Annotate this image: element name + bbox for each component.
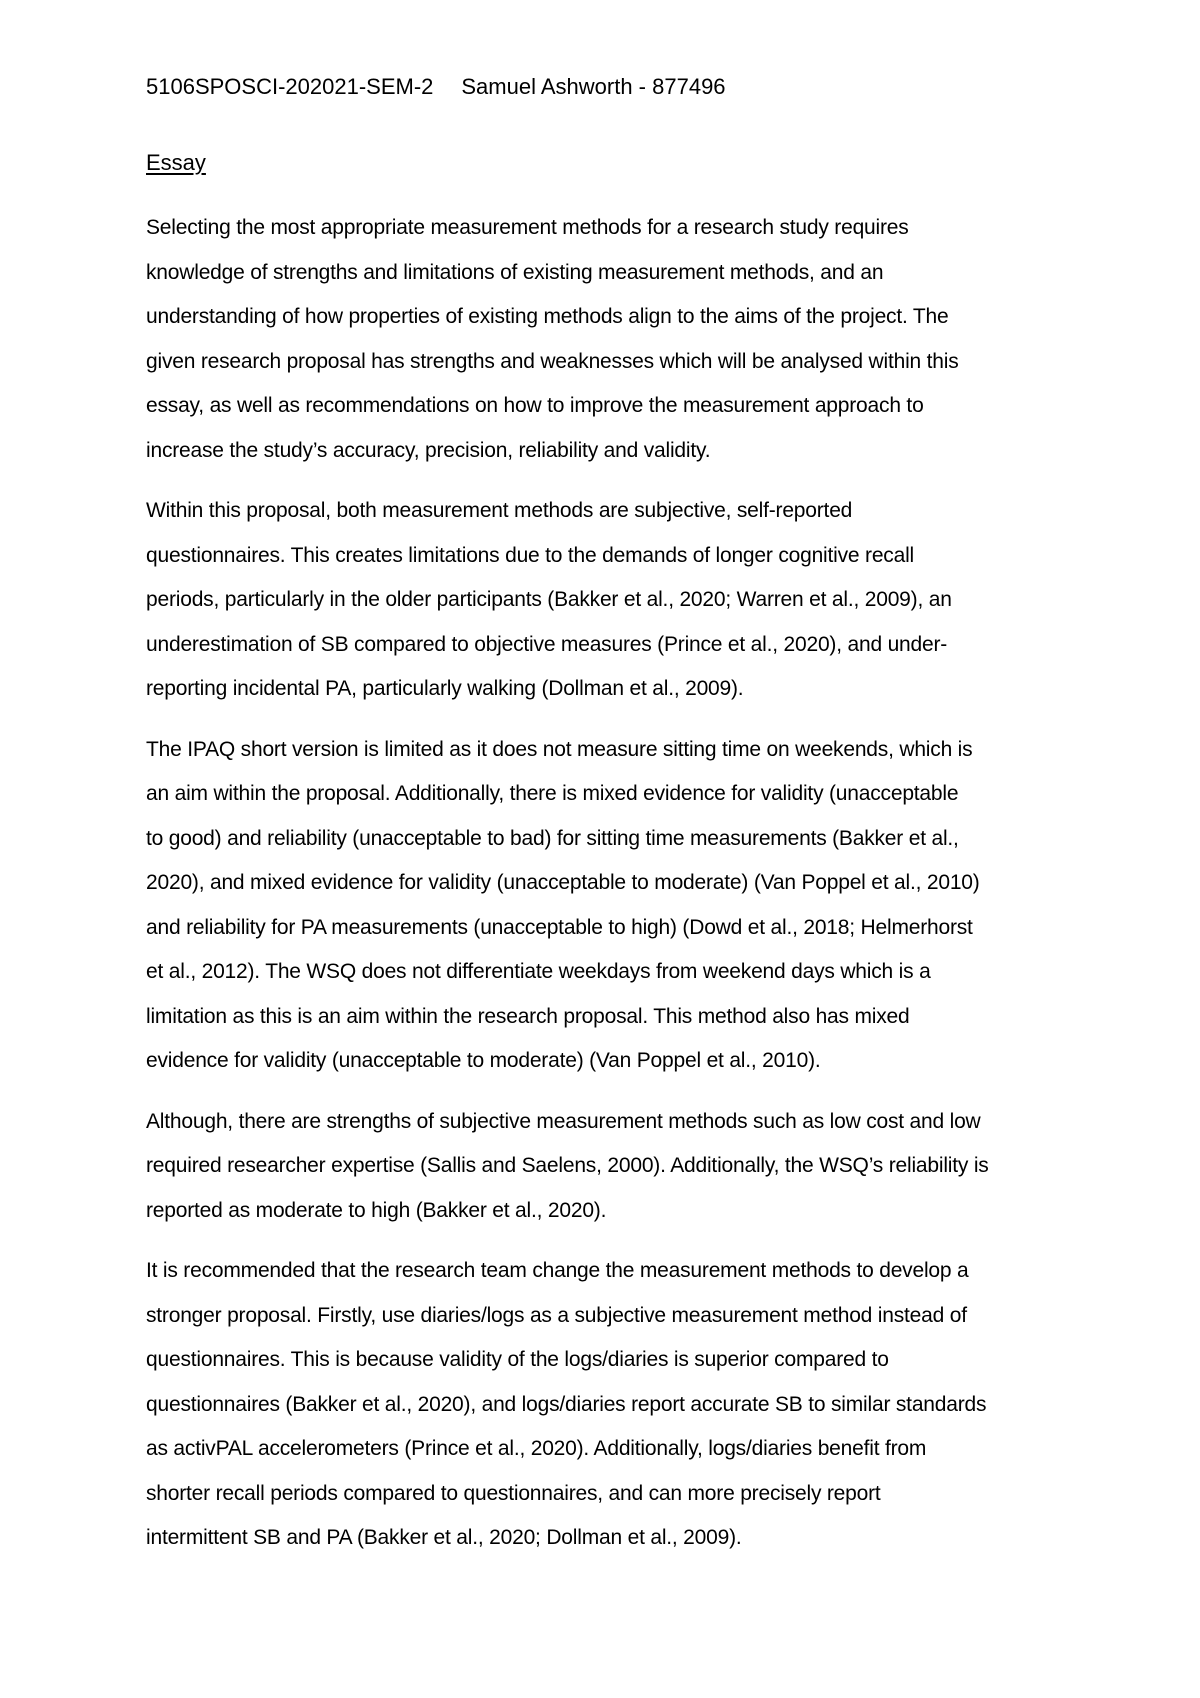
paragraph-recommendations bbox=[146, 1249, 1058, 1561]
text-line: as activPAL accelerometers (Prince et al., 2020). Additionally, logs/diaries benefit from bbox=[146, 1437, 927, 1460]
text-line: reporting incidental PA, particularly walking (Dollman et al., 2009). bbox=[146, 677, 744, 700]
text-line: given research proposal has strengths and weaknesses which will be analysed within this bbox=[146, 349, 959, 373]
text-line: Although, there are strengths of subjective measurement methods such as low cost and low bbox=[146, 1109, 981, 1133]
text-line: limitation as this is an aim within the research proposal. This method also has mixed bbox=[146, 1004, 910, 1028]
page-header bbox=[146, 72, 726, 102]
text-line: questionnaires. This creates limitations due to the demands of longer cognitive recall bbox=[146, 543, 915, 567]
text-line: Within this proposal, both measurement methods are subjective, self-reported bbox=[146, 499, 853, 522]
text-line: intermittent SB and PA (Bakker et al., 2020; Dollman et al., 2009). bbox=[146, 1526, 742, 1549]
text-line: It is recommended that the research team change the measurement methods to develop a bbox=[146, 1259, 969, 1282]
text-line: increase the study’s accuracy, precision, reliability and validity. bbox=[146, 438, 711, 462]
text-line: reported as moderate to high (Bakker et al., 2020). bbox=[146, 1198, 607, 1222]
essay-heading: Essay bbox=[146, 150, 206, 175]
text-line: underestimation of SB compared to objective measures (Prince et al., 2020), and under- bbox=[146, 632, 948, 656]
text-line: shorter recall periods compared to questionnaires, and can more precisely report bbox=[146, 1481, 881, 1505]
paragraph-strengths bbox=[146, 1100, 1058, 1234]
text-line: Selecting the most appropriate measurement methods for a research study requires bbox=[146, 216, 909, 239]
paragraph-ipaq bbox=[146, 728, 1058, 1084]
text-line: knowledge of strengths and limitations of existing measurement methods, and an bbox=[146, 260, 884, 284]
module-code: 5106SPOSCI-202021-SEM-2 bbox=[146, 74, 434, 99]
author-name: Samuel Ashworth - 877496 bbox=[461, 74, 726, 99]
paragraph-intro bbox=[146, 206, 1058, 473]
text-line: questionnaires. This is because validity of the logs/diaries is superior compared to bbox=[146, 1348, 889, 1371]
text-line: and reliability for PA measurements (unacceptable to high) (Dowd et al., 2018; Helmerhorst bbox=[146, 915, 973, 939]
essay-body bbox=[146, 206, 1058, 1577]
text-line: an aim within the proposal. Additionally, there is mixed evidence for validity (unacceptable bbox=[146, 782, 959, 805]
text-line: understanding of how properties of existing methods align to the aims of the project. The bbox=[146, 305, 949, 328]
text-line: essay, as well as recommendations on how to improve the measurement approach to bbox=[146, 394, 924, 417]
text-line: 2020), and mixed evidence for validity (unacceptable to moderate) (Van Poppel et al., 2010) bbox=[146, 871, 980, 894]
text-line: periods, particularly in the older participants (Bakker et al., 2020; Warren et al., 2009), an bbox=[146, 588, 952, 611]
paragraph-limitations bbox=[146, 489, 1058, 712]
text-line: evidence for validity (unacceptable to moderate) (Van Poppel et al., 2010). bbox=[146, 1049, 821, 1072]
text-line: et al., 2012). The WSQ does not differentiate weekdays from weekend days which is a bbox=[146, 960, 931, 983]
text-line: The IPAQ short version is limited as it does not measure sitting time on weekends, which is bbox=[146, 737, 973, 761]
text-line: required researcher expertise (Sallis and Saelens, 2000). Additionally, the WSQ’s reliability is bbox=[146, 1154, 989, 1177]
text-line: stronger proposal. Firstly, use diaries/logs as a subjective measurement method instead of bbox=[146, 1303, 967, 1327]
text-line: to good) and reliability (unacceptable to bad) for sitting time measurements (Bakker et al., bbox=[146, 826, 959, 850]
text-line: questionnaires (Bakker et al., 2020), and logs/diaries report accurate SB to similar standards bbox=[146, 1392, 987, 1416]
